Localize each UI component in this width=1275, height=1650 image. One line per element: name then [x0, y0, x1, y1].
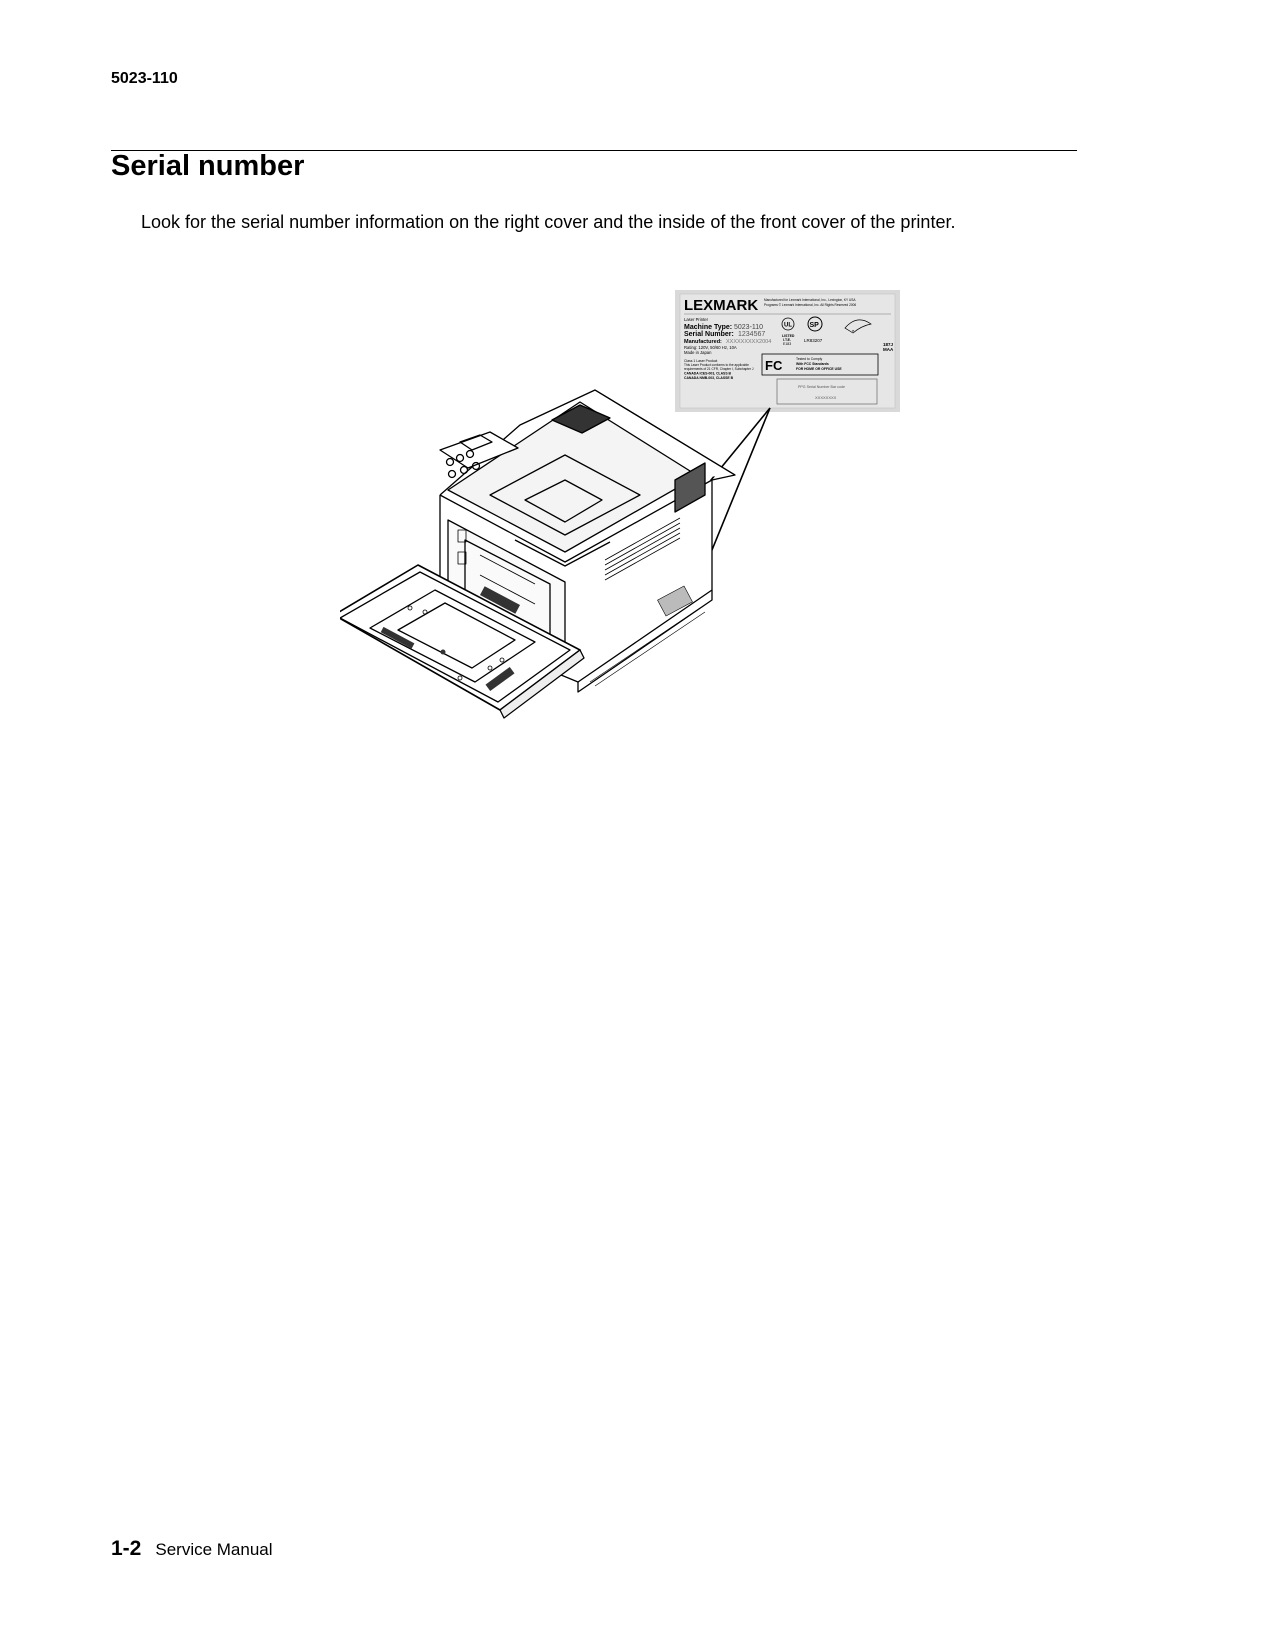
svg-text:UL: UL — [784, 322, 792, 329]
label-serial-value: 1234567 — [738, 331, 766, 338]
fcc-logo: FC — [765, 358, 783, 373]
fcc-line2: With FCC Standards — [796, 362, 829, 366]
label-maker-line1: Manufactured for Lexmark International, Inc., Lexington, KY USA — [764, 298, 856, 302]
footer-title: Service Manual — [155, 1540, 273, 1559]
printer-drawing — [340, 390, 735, 718]
serial-label-panel — [675, 290, 900, 412]
label-machine-type-value: 5023-110 — [734, 324, 764, 331]
section-title: Serial number — [111, 150, 305, 182]
label-made-in: Made in Japan — [684, 350, 712, 355]
section-body: Look for the serial number information on the right cover and the inside of the front cover of the printer. — [141, 212, 956, 232]
label-manufactured: Manufactured: — [684, 339, 722, 345]
label-ite: I.T.E. — [783, 338, 791, 342]
label-laser-line3: requirements of 21 CFR, Chapter I, Subchapter J — [684, 367, 754, 371]
label-laser-line1: Class 1 Laser Product — [684, 359, 718, 363]
fcc-line3: FOR HOME OR OFFICE USE — [796, 367, 842, 371]
label-machine-type: Machine Type: — [684, 324, 733, 331]
label-code1: 187J — [883, 342, 894, 347]
label-rating: Rating: 120V, 50/60 Hz, 10A — [684, 345, 737, 350]
label-code2: MAA — [883, 347, 894, 352]
page-footer — [111, 1537, 273, 1561]
label-serial: Serial Number: — [684, 331, 734, 338]
barcode-value: XXXXXXXX — [815, 395, 837, 400]
page-number: 1-2 — [111, 1537, 142, 1560]
svg-text:SP: SP — [809, 322, 819, 329]
label-brand: LEXMARK — [684, 297, 759, 314]
label-listed: LISTED — [782, 334, 795, 338]
label-laser-line4: CANADA ICES-003, CLASS B — [684, 371, 731, 376]
printer-figure — [340, 290, 900, 750]
svg-text:e: e — [852, 328, 855, 333]
label-laser-line2: This Laser Product conforms to the applicable — [684, 363, 749, 367]
label-maker-line2: Programs © Lexmark International, Inc. All Rights Reserved 2006 — [764, 303, 857, 307]
fcc-line1: Tested to Comply — [796, 357, 823, 361]
barcode-caption: PPG Serial Number Bar code — [798, 385, 845, 389]
label-laser-line5: CANADA NMB-003, CLASSE B — [684, 376, 734, 380]
label-manufactured-value: XXXXXXXXX2004 — [726, 339, 772, 345]
label-lr-code: LR83207 — [804, 338, 823, 343]
model-number: 5023-110 — [111, 70, 178, 87]
label-ite-code: E183 — [783, 342, 792, 346]
label-product: Laser Printer — [684, 317, 708, 322]
